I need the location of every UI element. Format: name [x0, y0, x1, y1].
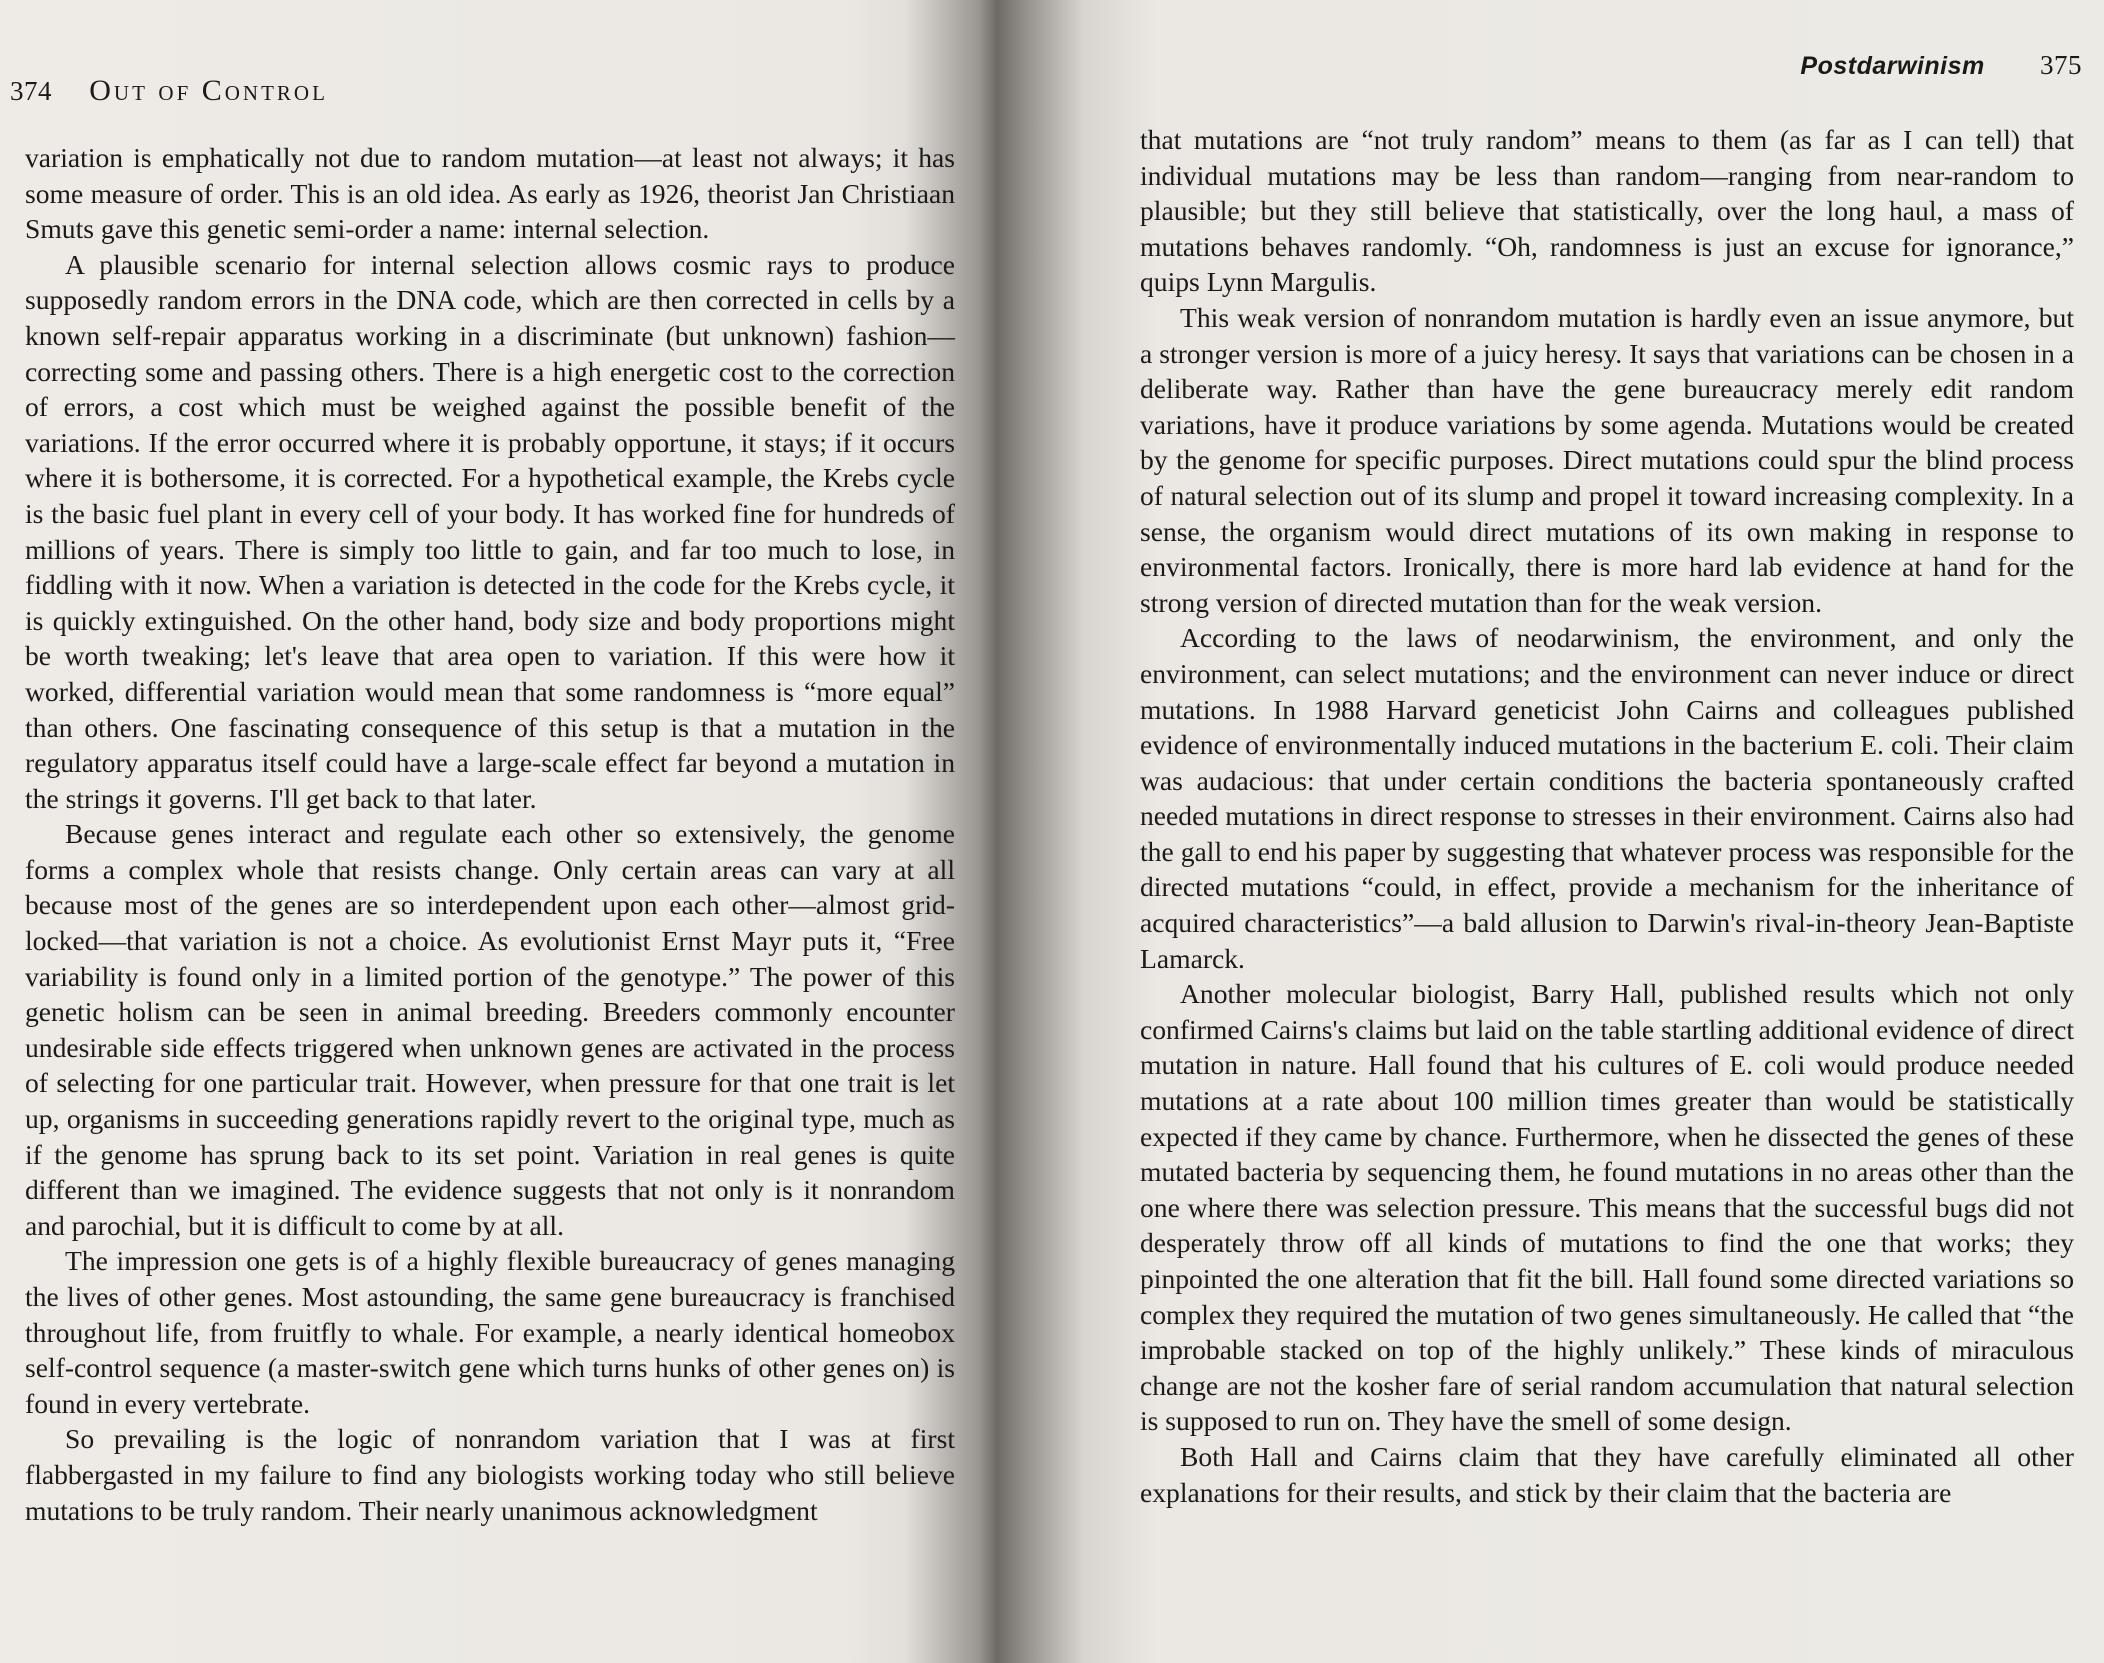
paragraph: This weak version of nonrandom mutation is hardly even an issue anymore, but a stronger version is more of a juicy heresy. It says that variations can be chosen in a deliberate way. Rather than have the gene bureaucracy merely edit random variations, have it produce variations by some agenda. Mutations would be created by the genome for specific purposes. Direct mutations could spur the blind process of natural selection out of its slump and propel it toward increasing complexity. In a sense, the organism would direct mutations of its own making in response to environmental factors. Ironically, there is more hard lab evidence at hand for the strong version of directed mutation than for the weak version. [1140, 301, 2074, 618]
left-page-number: 374 [10, 76, 52, 106]
paragraph: According to the laws of neodarwinism, the environment, and only the environment, can select mutations; and the environment can never induce or direct mutations. In 1988 Harvard geneticist John Cairns and colleagues published evidence of environmentally induced mutations in the bacterium E. coli. Their claim was audacious: that under certain conditions the bacteria spontaneously crafted needed mutations in direct response to stresses in their environment. Cairns also had the gall to end his paper by suggesting that whatever process was responsible for the directed mutations “could, in effect, provide a mechanism for the inheritance of acquired characteristics”—a bald allusion to Darwin's rival-in-theory Jean-Baptiste Lamarck. [1140, 622, 2074, 974]
left-running-head: Out of Control [89, 74, 328, 107]
paragraph: So prevailing is the logic of nonrandom variation that I was at first flabbergasted in my failure to find any biologists working today who still believe mutations to be truly random. Their nearly unanimous acknowledgment [25, 1423, 955, 1526]
left-page-body [25, 140, 955, 1528]
right-page-body [1140, 122, 2074, 1510]
paragraph: Because genes interact and regulate each other so extensively, the genome forms a complex whole that resists change. Only certain areas can vary at all because most of the genes are so interdependent upon each other—almost grid-locked—that variation is not a choice. As evolutionist Ernst Mayr puts it, “Free variability is found only in a limited portion of the genotype.” The power of this genetic holism can be seen in animal breeding. Breeders commonly encounter undesirable side effects triggered when unknown genes are activated in the process of selecting for one particular trait. However, when pressure for that one trait is let up, organisms in succeeding generations rapidly revert to the original type, much as if the genome has sprung back to its set point. Variation in real genes is quite different than we imagined. The evidence suggests that not only is it nonrandom and parochial, but it is difficult to come by at all. [25, 818, 955, 1241]
paragraph: that mutations are “not truly random” means to them (as far as I can tell) that individual mutations may be less than random—ranging from near-random to plausible; but they still believe that statistically, over the long haul, a mass of mutations behaves randomly. “Oh, randomness is just an excuse for ignorance,” quips Lynn Margulis. [1140, 124, 2074, 298]
paragraph: variation is emphatically not due to random mutation—at least not always; it has some measure of order. This is an old idea. As early as 1926, theorist Jan Christiaan Smuts gave this genetic semi-order a name: internal selection. [25, 142, 955, 245]
left-page-header [10, 74, 328, 108]
right-running-head: Postdarwinism [1800, 52, 1985, 80]
right-page-number: 375 [2040, 50, 2082, 80]
paragraph: Both Hall and Cairns claim that they have carefully eliminated all other explanations for their results, and stick by their claim that the bacteria are [1140, 1440, 2074, 1508]
right-page [1090, 0, 2104, 1663]
paragraph: A plausible scenario for internal selection allows cosmic rays to produce supposedly random errors in the DNA code, which are then corrected in cells by a known self-repair apparatus working in a discriminate (but unknown) fashion—correcting some and passing others. There is a high energetic cost to the correction of errors, a cost which must be weighed against the possible benefit of the variations. If the error occurred where it is probably opportune, it stays; if it occurs where it is bothersome, it is corrected. For a hypothetical example, the Krebs cycle is the basic fuel plant in every cell of your body. It has worked fine for hundreds of millions of years. There is simply too little to gain, and far too much to lose, in fiddling with it now. When a variation is detected in the code for the Krebs cycle, it is quickly extinguished. On the other hand, body size and body proportions might be worth tweaking; let's leave that area open to variation. If this were how it worked, differential variation would mean that some randomness is “more equal” than others. One fascinating consequence of this setup is that a mutation in the regulatory apparatus itself could have a large-scale effect far beyond a mutation in the strings it governs. I'll get back to that later. [25, 248, 955, 814]
paragraph: Another molecular biologist, Barry Hall, published results which not only confirmed Cairns's claims but laid on the table startling additional evidence of direct mutation in nature. Hall found that his cultures of E. coli would produce needed mutations at a rate about 100 million times greater than would be statistically expected if they came by chance. Furthermore, when he dissected the genes of these mutated bacteria by sequencing them, he found mutations in no areas other than the one where there was selection pressure. This means that the successful bugs did not desperately throw off all kinds of mutations to find the one that works; they pinpointed the one alteration that fit the bill. Hall found some directed variations so complex they required the mutation of two genes simultaneously. He called that “the improbable stacked on top of the highly unlikely.” These kinds of miraculous change are not the kosher fare of serial random accumulation that natural selection is supposed to run on. They have the smell of some design. [1140, 978, 2074, 1437]
left-page [0, 0, 1000, 1663]
paragraph: The impression one gets is of a highly flexible bureaucracy of genes managing the lives of other genes. Most astounding, the same gene bureaucracy is franchised throughout life, from fruitfly to whale. For example, a nearly identical homeobox self-control sequence (a master-switch gene which turns hunks of other genes on) is found in every vertebrate. [25, 1245, 955, 1419]
right-page-header [1800, 50, 2082, 81]
